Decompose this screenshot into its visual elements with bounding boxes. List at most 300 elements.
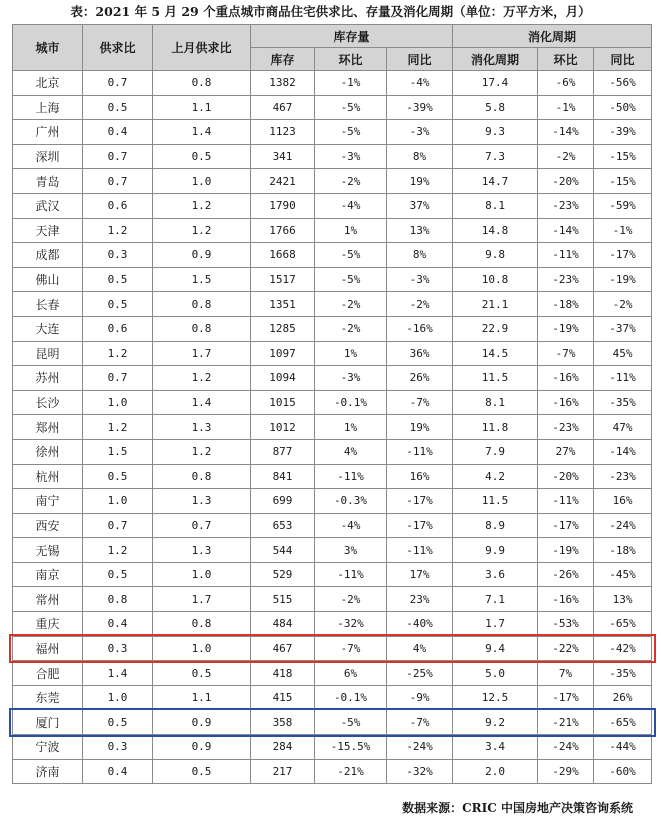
cell-digest-mom: -20% [538,169,594,194]
cell-last-month-ratio: 0.7 [153,513,251,538]
cell-digest-mom: -26% [538,562,594,587]
cell-digest-yoy: -42% [594,636,652,661]
cell-supply-ratio: 1.2 [83,538,153,563]
cell-digest-yoy: -60% [594,759,652,784]
cell-inventory-yoy: -2% [387,292,453,317]
cell-digest-period: 14.5 [453,341,538,366]
cell-inventory: 341 [251,144,315,169]
cell-city: 青岛 [13,169,83,194]
cell-digest-period: 17.4 [453,71,538,96]
cell-inventory-mom: -11% [315,464,387,489]
cell-supply-ratio: 1.4 [83,661,153,686]
cell-digest-yoy: -23% [594,464,652,489]
cell-inventory: 877 [251,439,315,464]
cell-digest-period: 8.1 [453,193,538,218]
cell-inventory-mom: -5% [315,243,387,268]
cell-inventory: 544 [251,538,315,563]
header-city: 城市 [13,25,83,71]
table-row [13,439,652,464]
cell-digest-period: 1.7 [453,612,538,637]
cell-inventory-yoy: -7% [387,710,453,735]
cell-city: 东莞 [13,685,83,710]
cell-supply-ratio: 1.0 [83,685,153,710]
cell-city: 西安 [13,513,83,538]
cell-inventory: 284 [251,735,315,760]
cell-digest-mom: -7% [538,341,594,366]
table-row [13,685,652,710]
cell-inventory: 2421 [251,169,315,194]
cell-supply-ratio: 0.4 [83,120,153,145]
cell-inventory: 1285 [251,316,315,341]
cell-inventory-mom: -21% [315,759,387,784]
cell-inventory: 1766 [251,218,315,243]
cell-inventory-yoy: -11% [387,439,453,464]
header-supply-ratio: 供求比 [83,25,153,71]
cell-digest-period: 7.1 [453,587,538,612]
cell-inventory-yoy: -11% [387,538,453,563]
cell-inventory: 1015 [251,390,315,415]
cell-city: 北京 [13,71,83,96]
cell-last-month-ratio: 1.3 [153,415,251,440]
cell-inventory-mom: 1% [315,415,387,440]
cell-digest-mom: -14% [538,120,594,145]
cell-last-month-ratio: 0.9 [153,243,251,268]
cell-digest-yoy: -19% [594,267,652,292]
cell-inventory-yoy: -25% [387,661,453,686]
cell-last-month-ratio: 1.1 [153,95,251,120]
cell-digest-mom: -23% [538,415,594,440]
cell-city: 南宁 [13,489,83,514]
cell-inventory-yoy: -4% [387,71,453,96]
cell-supply-ratio: 0.7 [83,71,153,96]
cell-inventory-mom: -5% [315,95,387,120]
table-row [13,95,652,120]
cell-digest-mom: -53% [538,612,594,637]
header-digest-yoy: 同比 [594,48,652,71]
cell-last-month-ratio: 0.8 [153,292,251,317]
cell-inventory: 467 [251,636,315,661]
cell-last-month-ratio: 1.7 [153,587,251,612]
cell-digest-period: 11.5 [453,366,538,391]
cell-city: 常州 [13,587,83,612]
cell-digest-mom: 27% [538,439,594,464]
table-row [13,169,652,194]
cell-digest-mom: -16% [538,366,594,391]
cell-last-month-ratio: 1.5 [153,267,251,292]
table-row [13,538,652,563]
cell-digest-period: 9.8 [453,243,538,268]
cell-digest-period: 7.3 [453,144,538,169]
cell-inventory-yoy: 37% [387,193,453,218]
cell-digest-period: 3.6 [453,562,538,587]
table-row [13,218,652,243]
cell-inventory: 699 [251,489,315,514]
table-row [13,316,652,341]
cell-last-month-ratio: 0.8 [153,464,251,489]
cell-inventory: 467 [251,95,315,120]
cell-inventory-yoy: 8% [387,243,453,268]
cell-digest-period: 8.1 [453,390,538,415]
cell-digest-mom: -17% [538,513,594,538]
cell-digest-yoy: -45% [594,562,652,587]
cell-last-month-ratio: 1.2 [153,193,251,218]
cell-last-month-ratio: 1.2 [153,218,251,243]
cell-inventory-mom: 3% [315,538,387,563]
cell-inventory-mom: 6% [315,661,387,686]
cell-digest-yoy: -56% [594,71,652,96]
cell-inventory-yoy: -16% [387,316,453,341]
cell-city: 厦门 [13,710,83,735]
cell-digest-mom: -2% [538,144,594,169]
table-row [13,710,652,735]
cell-inventory-mom: -0.1% [315,390,387,415]
cell-digest-period: 10.8 [453,267,538,292]
cell-digest-period: 2.0 [453,759,538,784]
cell-city: 重庆 [13,612,83,637]
cell-last-month-ratio: 1.1 [153,685,251,710]
cell-supply-ratio: 0.4 [83,759,153,784]
cell-inventory-mom: -15.5% [315,735,387,760]
cell-inventory: 484 [251,612,315,637]
cell-digest-yoy: -2% [594,292,652,317]
cell-inventory-yoy: -24% [387,735,453,760]
cell-city: 苏州 [13,366,83,391]
cell-city: 徐州 [13,439,83,464]
cell-digest-period: 9.3 [453,120,538,145]
cell-digest-mom: -23% [538,267,594,292]
cell-inventory-yoy: 36% [387,341,453,366]
cell-inventory-yoy: -17% [387,513,453,538]
cell-last-month-ratio: 0.5 [153,661,251,686]
cell-digest-period: 9.2 [453,710,538,735]
cell-supply-ratio: 0.7 [83,169,153,194]
cell-inventory-yoy: -17% [387,489,453,514]
cell-inventory-mom: -11% [315,562,387,587]
cell-inventory-yoy: 19% [387,415,453,440]
cell-digest-yoy: -50% [594,95,652,120]
cell-inventory-mom: -0.1% [315,685,387,710]
cell-inventory: 1094 [251,366,315,391]
table-row [13,341,652,366]
table-row [13,612,652,637]
cell-inventory-mom: -32% [315,612,387,637]
table-row [13,415,652,440]
cell-supply-ratio: 0.7 [83,144,153,169]
header-inventory-yoy: 同比 [387,48,453,71]
table-row [13,735,652,760]
table-row [13,71,652,96]
cell-digest-mom: -21% [538,710,594,735]
cell-last-month-ratio: 1.0 [153,169,251,194]
cell-supply-ratio: 0.6 [83,193,153,218]
cell-digest-period: 11.8 [453,415,538,440]
cell-inventory-yoy: -3% [387,267,453,292]
cell-inventory: 841 [251,464,315,489]
cell-digest-period: 9.4 [453,636,538,661]
cell-supply-ratio: 1.2 [83,341,153,366]
header-digest-group: 消化周期 [453,25,652,48]
cell-digest-yoy: 13% [594,587,652,612]
cell-inventory-mom: -2% [315,587,387,612]
cell-city: 上海 [13,95,83,120]
cell-digest-period: 22.9 [453,316,538,341]
table-row [13,562,652,587]
cell-digest-mom: 7% [538,661,594,686]
cell-digest-mom: -16% [538,587,594,612]
cell-inventory-mom: -4% [315,193,387,218]
cell-digest-period: 14.8 [453,218,538,243]
cell-digest-yoy: -35% [594,390,652,415]
cell-inventory-yoy: 19% [387,169,453,194]
cell-digest-yoy: -17% [594,243,652,268]
cell-inventory-mom: -5% [315,120,387,145]
cell-city: 宁波 [13,735,83,760]
cell-inventory-mom: -5% [315,710,387,735]
cell-digest-yoy: -14% [594,439,652,464]
cell-inventory-mom: -3% [315,366,387,391]
cell-inventory-yoy: 4% [387,636,453,661]
cell-digest-mom: -18% [538,292,594,317]
cell-supply-ratio: 0.4 [83,612,153,637]
cell-city: 济南 [13,759,83,784]
cell-last-month-ratio: 0.8 [153,71,251,96]
cell-inventory-mom: -4% [315,513,387,538]
cell-digest-mom: -19% [538,316,594,341]
cell-city: 长沙 [13,390,83,415]
cell-inventory: 418 [251,661,315,686]
table-row [13,759,652,784]
table-row [13,390,652,415]
cell-city: 郑州 [13,415,83,440]
cell-city: 广州 [13,120,83,145]
cell-inventory-mom: 1% [315,341,387,366]
cell-inventory-yoy: -9% [387,685,453,710]
cell-digest-period: 9.9 [453,538,538,563]
header-inventory-mom: 环比 [315,48,387,71]
cell-digest-mom: -6% [538,71,594,96]
cell-digest-yoy: 45% [594,341,652,366]
cell-city: 南京 [13,562,83,587]
cell-city: 合肥 [13,661,83,686]
data-source-note: 数据来源：CRIC 中国房地产决策咨询系统 [402,801,633,815]
cell-city: 杭州 [13,464,83,489]
supply-inventory-table [12,24,652,784]
cell-city: 福州 [13,636,83,661]
table-row [13,636,652,661]
table-row [13,464,652,489]
cell-last-month-ratio: 0.8 [153,612,251,637]
cell-inventory: 1123 [251,120,315,145]
cell-digest-yoy: -37% [594,316,652,341]
cell-digest-yoy: -44% [594,735,652,760]
cell-digest-yoy: 16% [594,489,652,514]
cell-inventory-mom: -2% [315,292,387,317]
cell-inventory-mom: -7% [315,636,387,661]
cell-supply-ratio: 0.5 [83,95,153,120]
cell-digest-yoy: -59% [594,193,652,218]
cell-last-month-ratio: 1.3 [153,489,251,514]
cell-last-month-ratio: 1.7 [153,341,251,366]
cell-supply-ratio: 0.7 [83,513,153,538]
cell-inventory: 529 [251,562,315,587]
cell-last-month-ratio: 1.2 [153,439,251,464]
cell-inventory-yoy: -3% [387,120,453,145]
cell-digest-yoy: -35% [594,661,652,686]
header-inventory-group: 库存量 [251,25,453,48]
cell-digest-yoy: -18% [594,538,652,563]
table-row [13,193,652,218]
cell-inventory-yoy: -39% [387,95,453,120]
cell-supply-ratio: 0.5 [83,267,153,292]
cell-supply-ratio: 0.5 [83,710,153,735]
cell-city: 成都 [13,243,83,268]
cell-inventory: 515 [251,587,315,612]
cell-digest-period: 5.0 [453,661,538,686]
cell-digest-yoy: -39% [594,120,652,145]
cell-digest-mom: -23% [538,193,594,218]
cell-inventory-mom: 4% [315,439,387,464]
cell-city: 大连 [13,316,83,341]
cell-digest-yoy: -24% [594,513,652,538]
table-row [13,144,652,169]
cell-city: 无锡 [13,538,83,563]
cell-digest-mom: -19% [538,538,594,563]
cell-digest-period: 11.5 [453,489,538,514]
cell-inventory: 1790 [251,193,315,218]
cell-last-month-ratio: 1.4 [153,120,251,145]
table-row [13,513,652,538]
cell-digest-mom: -20% [538,464,594,489]
cell-supply-ratio: 0.3 [83,243,153,268]
cell-inventory-mom: -3% [315,144,387,169]
cell-digest-period: 7.9 [453,439,538,464]
cell-inventory: 653 [251,513,315,538]
cell-last-month-ratio: 1.3 [153,538,251,563]
cell-last-month-ratio: 1.2 [153,366,251,391]
cell-inventory: 415 [251,685,315,710]
cell-digest-yoy: 47% [594,415,652,440]
cell-city: 深圳 [13,144,83,169]
cell-inventory: 1517 [251,267,315,292]
cell-inventory-mom: -2% [315,316,387,341]
cell-digest-mom: -1% [538,95,594,120]
table-row [13,661,652,686]
table-row [13,120,652,145]
cell-digest-period: 3.4 [453,735,538,760]
cell-supply-ratio: 0.5 [83,464,153,489]
cell-inventory-mom: -5% [315,267,387,292]
cell-supply-ratio: 0.6 [83,316,153,341]
cell-inventory-mom: -2% [315,169,387,194]
cell-inventory-yoy: 13% [387,218,453,243]
table-row [13,292,652,317]
cell-last-month-ratio: 0.8 [153,316,251,341]
table-row [13,366,652,391]
cell-inventory: 1097 [251,341,315,366]
table-title: 表：2021 年 5 月 29 个重点城市商品住宅供求比、存量及消化周期（单位：万平方米，月） [70,4,591,19]
table-body [13,71,652,784]
cell-digest-mom: -24% [538,735,594,760]
cell-last-month-ratio: 1.0 [153,562,251,587]
cell-supply-ratio: 0.7 [83,366,153,391]
cell-inventory-mom: -0.3% [315,489,387,514]
cell-supply-ratio: 0.5 [83,292,153,317]
cell-digest-mom: -11% [538,243,594,268]
cell-inventory-yoy: -40% [387,612,453,637]
cell-last-month-ratio: 1.0 [153,636,251,661]
cell-inventory-yoy: 16% [387,464,453,489]
cell-supply-ratio: 1.0 [83,390,153,415]
cell-inventory: 217 [251,759,315,784]
cell-inventory: 358 [251,710,315,735]
cell-supply-ratio: 0.3 [83,636,153,661]
cell-digest-period: 4.2 [453,464,538,489]
cell-digest-mom: -17% [538,685,594,710]
cell-supply-ratio: 1.2 [83,415,153,440]
cell-inventory-yoy: 8% [387,144,453,169]
cell-digest-yoy: -65% [594,612,652,637]
cell-digest-period: 14.7 [453,169,538,194]
cell-inventory: 1351 [251,292,315,317]
cell-supply-ratio: 1.0 [83,489,153,514]
cell-digest-yoy: -1% [594,218,652,243]
cell-digest-yoy: -11% [594,366,652,391]
cell-city: 长春 [13,292,83,317]
cell-digest-mom: -14% [538,218,594,243]
cell-last-month-ratio: 0.9 [153,710,251,735]
table-row [13,587,652,612]
cell-digest-yoy: -15% [594,169,652,194]
cell-last-month-ratio: 0.5 [153,144,251,169]
cell-last-month-ratio: 0.5 [153,759,251,784]
cell-digest-period: 5.8 [453,95,538,120]
cell-inventory-yoy: 23% [387,587,453,612]
cell-city: 武汉 [13,193,83,218]
cell-digest-yoy: 26% [594,685,652,710]
cell-supply-ratio: 0.8 [83,587,153,612]
header-last-month-ratio: 上月供求比 [153,25,251,71]
cell-inventory: 1668 [251,243,315,268]
header-inventory: 库存 [251,48,315,71]
cell-inventory: 1012 [251,415,315,440]
cell-digest-yoy: -65% [594,710,652,735]
cell-last-month-ratio: 0.9 [153,735,251,760]
header-digest-mom: 环比 [538,48,594,71]
table-row [13,489,652,514]
cell-digest-yoy: -15% [594,144,652,169]
header-row-top [13,25,652,48]
cell-inventory: 1382 [251,71,315,96]
cell-supply-ratio: 0.3 [83,735,153,760]
cell-inventory-yoy: 17% [387,562,453,587]
cell-digest-period: 12.5 [453,685,538,710]
cell-supply-ratio: 0.5 [83,562,153,587]
table-row [13,267,652,292]
cell-inventory-mom: -1% [315,71,387,96]
cell-digest-mom: -22% [538,636,594,661]
table-row [13,243,652,268]
cell-digest-mom: -16% [538,390,594,415]
cell-inventory-yoy: -32% [387,759,453,784]
cell-city: 佛山 [13,267,83,292]
cell-inventory-mom: 1% [315,218,387,243]
cell-inventory-yoy: 26% [387,366,453,391]
cell-inventory-yoy: -7% [387,390,453,415]
cell-digest-period: 8.9 [453,513,538,538]
cell-last-month-ratio: 1.4 [153,390,251,415]
cell-digest-mom: -11% [538,489,594,514]
cell-city: 天津 [13,218,83,243]
